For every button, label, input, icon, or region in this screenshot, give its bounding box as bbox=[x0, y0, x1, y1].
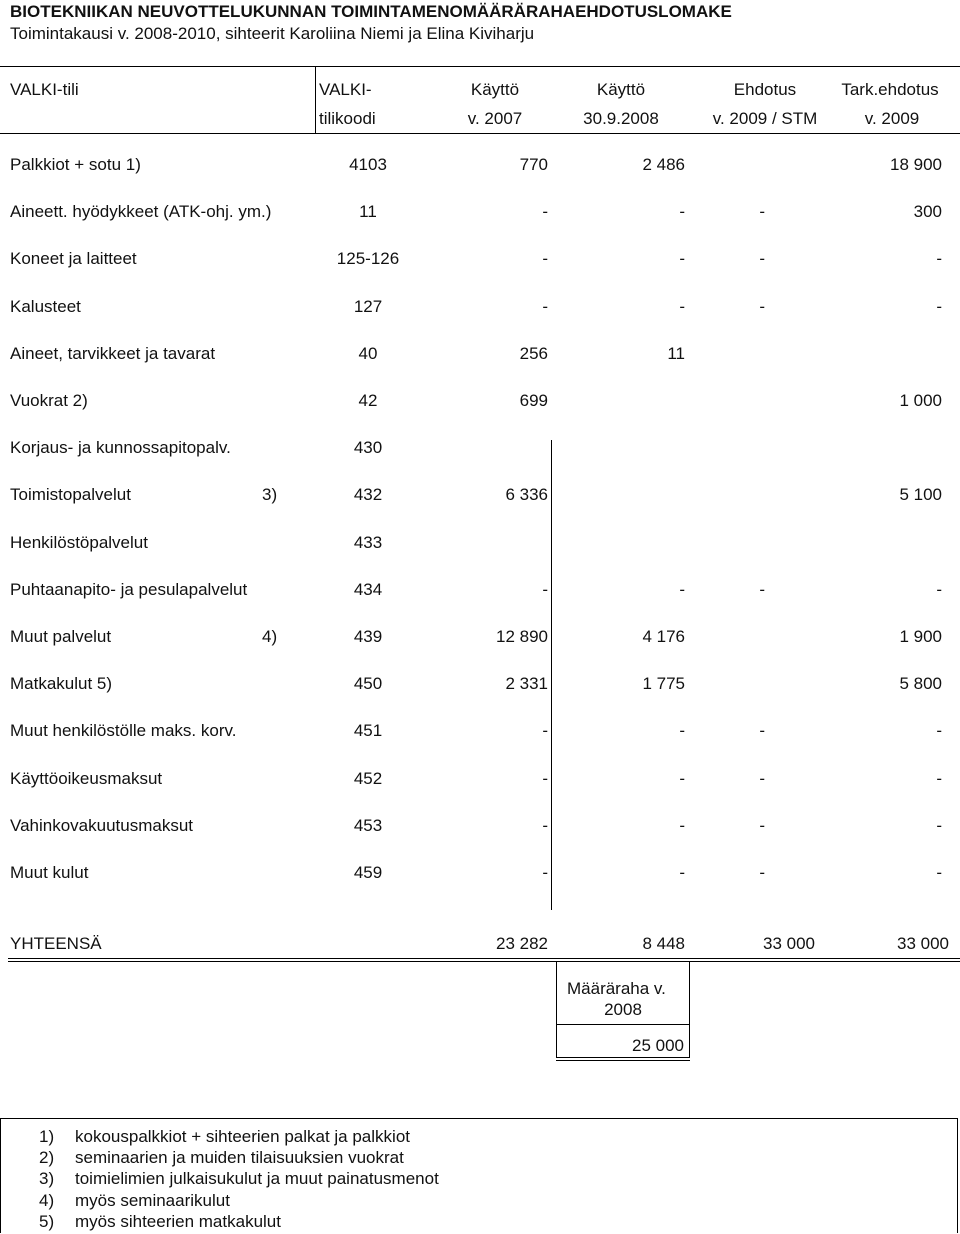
footnote-text: kokouspalkkiot + sihteerien palkat ja palkkiot bbox=[75, 1127, 410, 1146]
cell-v2007: - bbox=[542, 580, 548, 599]
cell-code: 450 bbox=[353, 674, 383, 693]
cell-tark: 1 900 bbox=[899, 627, 942, 646]
column-divider-code bbox=[315, 66, 316, 133]
cell-stm: - bbox=[759, 769, 765, 788]
cell-code: 451 bbox=[353, 721, 383, 740]
header-use-2007-line2: v. 2007 bbox=[467, 109, 523, 128]
footnote-item bbox=[1, 1191, 957, 1212]
cell-code: 452 bbox=[353, 769, 383, 788]
header-valki-code-line2: tilikoodi bbox=[319, 109, 376, 128]
cell-tark: 300 bbox=[913, 202, 942, 221]
header-proposal-stm-line2: v. 2009 / STM bbox=[712, 109, 818, 128]
cell-label: Muut palvelut bbox=[10, 627, 112, 646]
header-revised-line2: v. 2009 bbox=[864, 109, 920, 128]
cell-label: Käyttöoikeusmaksut bbox=[10, 769, 163, 788]
cell-stm: - bbox=[759, 202, 765, 221]
header-use-2008-line1: Käyttö bbox=[596, 80, 646, 99]
table-row bbox=[0, 627, 960, 651]
total-stm: 33 000 bbox=[763, 934, 815, 953]
total-v2008: 8 448 bbox=[642, 934, 685, 953]
cell-v2007: 256 bbox=[519, 344, 548, 363]
cell-label: Muut henkilöstölle maks. korv. bbox=[10, 721, 237, 740]
cell-label: Puhtaanapito- ja pesulapalvelut bbox=[10, 580, 248, 599]
header-revised-line1: Tark.ehdotus bbox=[841, 80, 939, 99]
cell-v2007: 12 890 bbox=[496, 627, 548, 646]
cell-code: 430 bbox=[353, 438, 383, 457]
cell-tark: - bbox=[936, 297, 942, 316]
total-underline-2 bbox=[8, 961, 960, 962]
appropriation-label-divider bbox=[556, 1024, 690, 1025]
cell-code: 11 bbox=[359, 202, 377, 221]
footnote-text: toimielimien julkaisukulut ja muut painatusmenot bbox=[75, 1169, 439, 1189]
cell-stm: - bbox=[759, 580, 765, 599]
cell-label: Aineet, tarvikkeet ja tavarat bbox=[10, 344, 216, 363]
header-use-2007-line1: Käyttö bbox=[470, 80, 520, 99]
appropriation-label-line2: 2008 bbox=[604, 1000, 642, 1019]
cell-mid: 3) bbox=[262, 485, 278, 504]
cell-v2008: - bbox=[679, 721, 685, 740]
table-row bbox=[0, 580, 960, 604]
total-tark: 33 000 bbox=[897, 934, 949, 953]
header-bottom-border bbox=[0, 133, 960, 134]
cell-v2007: 699 bbox=[519, 391, 548, 410]
total-label: YHTEENSÄ bbox=[10, 934, 102, 953]
footnote-number: 2) bbox=[39, 1148, 55, 1168]
table-row bbox=[0, 816, 960, 840]
cell-v2008: - bbox=[679, 249, 685, 268]
cell-stm: - bbox=[759, 249, 765, 268]
table-row bbox=[0, 297, 960, 321]
cell-tark: - bbox=[936, 863, 942, 882]
cell-v2007: - bbox=[542, 297, 548, 316]
table-row bbox=[0, 249, 960, 273]
total-row bbox=[0, 934, 960, 958]
cell-code: 40 bbox=[358, 344, 378, 363]
header-proposal-stm-line1: Ehdotus bbox=[733, 80, 797, 99]
cell-label: Aineett. hyödykkeet (ATK-ohj. ym.) bbox=[10, 202, 272, 221]
table-row bbox=[0, 155, 960, 179]
cell-label: Toimistopalvelut bbox=[10, 485, 131, 504]
cell-tark: - bbox=[936, 249, 942, 268]
cell-tark: - bbox=[936, 816, 942, 835]
cell-label: Vuokrat 2) bbox=[10, 391, 88, 410]
cell-v2007: - bbox=[542, 202, 548, 221]
cell-v2007: 770 bbox=[519, 155, 548, 174]
cell-v2008: - bbox=[679, 580, 685, 599]
cell-code: 459 bbox=[353, 863, 383, 882]
cell-code: 127 bbox=[353, 297, 383, 316]
total-underline-1 bbox=[8, 958, 960, 959]
cell-v2008: 1 775 bbox=[642, 674, 685, 693]
appropriation-box-bottom-1 bbox=[556, 1057, 690, 1058]
table-row bbox=[0, 438, 960, 462]
footnote-item bbox=[1, 1127, 957, 1148]
table-row bbox=[0, 863, 960, 887]
table-row bbox=[0, 769, 960, 793]
footnote-number: 4) bbox=[39, 1190, 55, 1210]
header-use-2008-line2: 30.9.2008 bbox=[583, 109, 659, 128]
cell-v2008: 11 bbox=[667, 344, 685, 363]
cell-code: 439 bbox=[353, 627, 383, 646]
table-row bbox=[0, 344, 960, 368]
cell-stm: - bbox=[759, 721, 765, 740]
footnote-text: seminaarien ja muiden tilaisuuksien vuokrat bbox=[75, 1148, 404, 1168]
cell-v2008: - bbox=[679, 769, 685, 788]
cell-v2007: - bbox=[542, 816, 548, 835]
table-top-border bbox=[0, 66, 960, 67]
table-row bbox=[0, 674, 960, 698]
form-title: BIOTEKNIIKAN NEUVOTTELUKUNNAN TOIMINTAMENOMÄÄRÄRAHAEHDOTUSLOMAKE bbox=[10, 2, 732, 21]
footnote-text: myös sihteerien matkakulut bbox=[75, 1211, 281, 1231]
cell-tark: - bbox=[936, 769, 942, 788]
cell-code: 125-126 bbox=[336, 249, 400, 268]
table-row bbox=[0, 721, 960, 745]
total-v2007: 23 282 bbox=[496, 934, 548, 953]
cell-v2008: 4 176 bbox=[642, 627, 685, 646]
table-row bbox=[0, 485, 960, 509]
cell-stm: - bbox=[759, 816, 765, 835]
table-row bbox=[0, 391, 960, 415]
cell-v2008: - bbox=[679, 863, 685, 882]
table-row bbox=[0, 533, 960, 557]
cell-label: Korjaus- ja kunnossapitopalv. bbox=[10, 438, 231, 457]
cell-tark: - bbox=[936, 721, 942, 740]
cell-label: Vahinkovakuutusmaksut bbox=[10, 816, 194, 835]
footnote-text: myös seminaarikulut bbox=[75, 1190, 230, 1210]
footnotes-box bbox=[0, 1118, 958, 1233]
appropriation-box-bottom-2 bbox=[556, 1060, 690, 1061]
cell-v2008: 2 486 bbox=[642, 155, 685, 174]
cell-v2008: - bbox=[679, 202, 685, 221]
cell-label: Palkkiot + sotu 1) bbox=[10, 155, 141, 174]
footnote-number: 3) bbox=[39, 1169, 55, 1189]
footnote-number: 5) bbox=[39, 1211, 55, 1231]
cell-v2007: 6 336 bbox=[505, 485, 548, 504]
cell-v2007: - bbox=[542, 769, 548, 788]
cell-code: 434 bbox=[353, 580, 383, 599]
footnote-item bbox=[1, 1148, 957, 1169]
cell-tark: 18 900 bbox=[890, 155, 942, 174]
cell-stm: - bbox=[759, 297, 765, 316]
cell-tark: 1 000 bbox=[899, 391, 942, 410]
cell-tark: 5 800 bbox=[899, 674, 942, 693]
footnote-number: 1) bbox=[39, 1127, 55, 1146]
cell-code: 432 bbox=[353, 485, 383, 504]
cell-label: Koneet ja laitteet bbox=[10, 249, 137, 268]
cell-v2008: - bbox=[679, 816, 685, 835]
cell-code: 4103 bbox=[349, 155, 387, 174]
cell-label: Kalusteet bbox=[10, 297, 81, 316]
form-subtitle: Toimintakausi v. 2008-2010, sihteerit Karoliina Niemi ja Elina Kiviharju bbox=[10, 24, 535, 43]
cell-stm: - bbox=[759, 863, 765, 882]
cell-code: 433 bbox=[353, 533, 383, 552]
cell-v2007: 2 331 bbox=[505, 674, 548, 693]
cell-code: 453 bbox=[353, 816, 383, 835]
cell-v2007: - bbox=[542, 721, 548, 740]
cell-v2008: - bbox=[679, 297, 685, 316]
cell-tark: 5 100 bbox=[899, 485, 942, 504]
cell-v2007: - bbox=[542, 249, 548, 268]
cell-label: Muut kulut bbox=[10, 863, 89, 882]
footnote-item bbox=[1, 1169, 957, 1190]
cell-label: Matkakulut 5) bbox=[10, 674, 113, 693]
header-valki-tili: VALKI-tili bbox=[10, 80, 79, 99]
cell-code: 42 bbox=[358, 391, 378, 410]
footnote-item bbox=[1, 1212, 957, 1233]
cell-mid: 4) bbox=[262, 627, 278, 646]
table-row bbox=[0, 202, 960, 226]
cell-label: Henkilöstöpalvelut bbox=[10, 533, 148, 552]
cell-v2007: - bbox=[542, 863, 548, 882]
header-valki-code-line1: VALKI- bbox=[319, 80, 372, 99]
cell-tark: - bbox=[936, 580, 942, 599]
appropriation-label-line1: Määräraha v. bbox=[567, 979, 666, 998]
appropriation-value: 25 000 bbox=[632, 1036, 684, 1055]
